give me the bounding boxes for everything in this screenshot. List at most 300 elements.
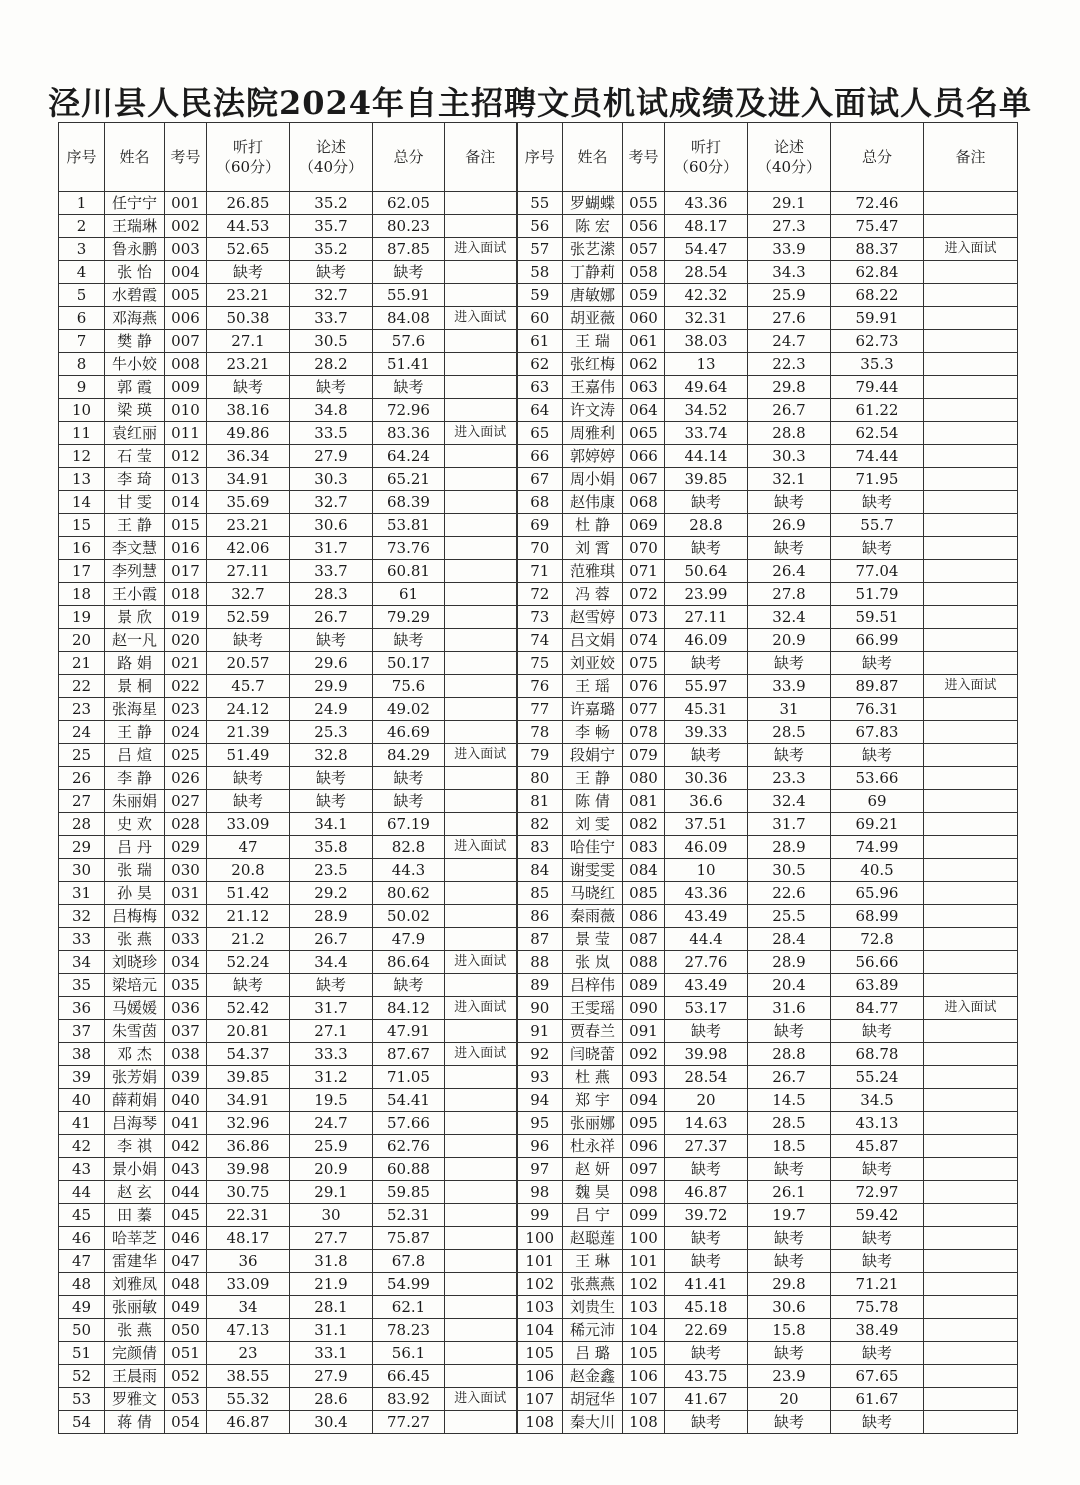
total-score-cell: 77.27 — [373, 1411, 445, 1434]
seq-cell: 44 — [59, 1181, 105, 1204]
name-cell: 鲁永鹏 — [105, 238, 165, 261]
essay-score-cell: 21.9 — [290, 1273, 373, 1296]
typing-score-cell: 21.12 — [207, 905, 290, 928]
seq-cell: 65 — [517, 422, 563, 445]
total-score-cell: 缺考 — [373, 629, 445, 652]
total-score-cell: 68.78 — [831, 1043, 924, 1066]
name-cell: 王小霞 — [105, 583, 165, 606]
total-score-cell: 54.99 — [373, 1273, 445, 1296]
exam-no-cell: 069 — [623, 514, 665, 537]
note-cell — [924, 1227, 1018, 1250]
typing-score-cell: 26.85 — [207, 192, 290, 215]
seq-cell: 75 — [517, 652, 563, 675]
typing-score-cell: 27.76 — [665, 951, 748, 974]
name-cell: 周小娟 — [563, 468, 623, 491]
note-cell — [924, 1020, 1018, 1043]
exam-no-cell: 102 — [623, 1273, 665, 1296]
seq-cell: 105 — [517, 1342, 563, 1365]
typing-score-cell: 缺考 — [665, 1250, 748, 1273]
essay-score-cell: 34.1 — [290, 813, 373, 836]
typing-score-cell: 21.2 — [207, 928, 290, 951]
table-row — [59, 1020, 1018, 1043]
seq-cell: 71 — [517, 560, 563, 583]
typing-score-cell: 39.85 — [207, 1066, 290, 1089]
exam-no-cell: 035 — [165, 974, 207, 997]
typing-score-cell: 41.67 — [665, 1388, 748, 1411]
name-cell: 赵金鑫 — [563, 1365, 623, 1388]
seq-cell: 70 — [517, 537, 563, 560]
table-row — [59, 882, 1018, 905]
total-score-cell: 46.69 — [373, 721, 445, 744]
total-score-cell: 缺考 — [373, 261, 445, 284]
total-score-cell: 72.96 — [373, 399, 445, 422]
note-cell — [445, 1020, 517, 1043]
essay-score-cell: 27.7 — [290, 1227, 373, 1250]
name-cell: 段娟宁 — [563, 744, 623, 767]
total-score-cell: 53.81 — [373, 514, 445, 537]
exam-no-cell: 019 — [165, 606, 207, 629]
table-row — [59, 698, 1018, 721]
seq-cell: 53 — [59, 1388, 105, 1411]
note-cell — [924, 192, 1018, 215]
essay-score-cell: 35.8 — [290, 836, 373, 859]
essay-score-cell: 24.7 — [290, 1112, 373, 1135]
table-row — [59, 951, 1018, 974]
essay-score-cell: 缺考 — [748, 491, 831, 514]
seq-cell: 37 — [59, 1020, 105, 1043]
total-score-cell: 84.29 — [373, 744, 445, 767]
essay-score-cell: 30.6 — [290, 514, 373, 537]
seq-cell: 26 — [59, 767, 105, 790]
exam-no-cell: 053 — [165, 1388, 207, 1411]
header-exam-no: 考号 — [165, 123, 207, 192]
exam-no-cell: 010 — [165, 399, 207, 422]
note-cell — [924, 1273, 1018, 1296]
essay-score-cell: 29.1 — [748, 192, 831, 215]
seq-cell: 57 — [517, 238, 563, 261]
typing-score-cell: 20.81 — [207, 1020, 290, 1043]
table-row — [59, 1250, 1018, 1273]
name-cell: 郭婷婷 — [563, 445, 623, 468]
typing-score-cell: 34.91 — [207, 468, 290, 491]
name-cell: 郭 霞 — [105, 376, 165, 399]
typing-score-cell: 28.8 — [665, 514, 748, 537]
name-cell: 郑 宇 — [563, 1089, 623, 1112]
name-cell: 邓海燕 — [105, 307, 165, 330]
table-row — [59, 284, 1018, 307]
exam-no-cell: 066 — [623, 445, 665, 468]
typing-score-cell: 缺考 — [207, 790, 290, 813]
table-row — [59, 491, 1018, 514]
total-score-cell: 缺考 — [373, 376, 445, 399]
seq-cell: 4 — [59, 261, 105, 284]
note-cell — [445, 1204, 517, 1227]
essay-score-cell: 26.7 — [290, 928, 373, 951]
seq-cell: 54 — [59, 1411, 105, 1434]
name-cell: 马晓红 — [563, 882, 623, 905]
name-cell: 张 岚 — [563, 951, 623, 974]
seq-cell: 13 — [59, 468, 105, 491]
exam-no-cell: 034 — [165, 951, 207, 974]
note-cell — [445, 767, 517, 790]
note-cell — [445, 1296, 517, 1319]
seq-cell: 9 — [59, 376, 105, 399]
name-cell: 王 瑶 — [563, 675, 623, 698]
exam-no-cell: 023 — [165, 698, 207, 721]
seq-cell: 88 — [517, 951, 563, 974]
name-cell: 完颜倩 — [105, 1342, 165, 1365]
exam-no-cell: 021 — [165, 652, 207, 675]
table-row — [59, 1296, 1018, 1319]
total-score-cell: 45.87 — [831, 1135, 924, 1158]
name-cell: 邓 杰 — [105, 1043, 165, 1066]
name-cell: 朱雪茵 — [105, 1020, 165, 1043]
name-cell: 刘雅凤 — [105, 1273, 165, 1296]
essay-score-cell: 28.6 — [290, 1388, 373, 1411]
total-score-cell: 87.67 — [373, 1043, 445, 1066]
typing-score-cell: 35.69 — [207, 491, 290, 514]
exam-no-cell: 004 — [165, 261, 207, 284]
total-score-cell: 84.08 — [373, 307, 445, 330]
seq-cell: 31 — [59, 882, 105, 905]
essay-score-cell: 30.5 — [290, 330, 373, 353]
typing-score-cell: 48.17 — [207, 1227, 290, 1250]
essay-score-cell: 33.5 — [290, 422, 373, 445]
total-score-cell: 68.22 — [831, 284, 924, 307]
note-cell: 进入面试 — [445, 744, 517, 767]
seq-cell: 27 — [59, 790, 105, 813]
note-cell — [924, 560, 1018, 583]
seq-cell: 69 — [517, 514, 563, 537]
essay-score-cell: 30.4 — [290, 1411, 373, 1434]
typing-score-cell: 43.75 — [665, 1365, 748, 1388]
note-cell — [445, 192, 517, 215]
table-row — [59, 813, 1018, 836]
essay-score-cell: 33.7 — [290, 560, 373, 583]
seq-cell: 35 — [59, 974, 105, 997]
table-row — [59, 192, 1018, 215]
name-cell: 赵一凡 — [105, 629, 165, 652]
typing-score-cell: 13 — [665, 353, 748, 376]
exam-no-cell: 054 — [165, 1411, 207, 1434]
note-cell — [924, 767, 1018, 790]
essay-score-cell: 缺考 — [290, 629, 373, 652]
essay-score-cell: 23.3 — [748, 767, 831, 790]
exam-no-cell: 081 — [623, 790, 665, 813]
typing-score-cell: 33.09 — [207, 1273, 290, 1296]
table-row — [59, 399, 1018, 422]
seq-cell: 97 — [517, 1158, 563, 1181]
seq-cell: 19 — [59, 606, 105, 629]
essay-score-cell: 29.9 — [290, 675, 373, 698]
note-cell: 进入面试 — [445, 1043, 517, 1066]
essay-score-cell: 29.1 — [290, 1181, 373, 1204]
seq-cell: 43 — [59, 1158, 105, 1181]
essay-score-cell: 27.8 — [748, 583, 831, 606]
total-score-cell: 68.99 — [831, 905, 924, 928]
exam-no-cell: 104 — [623, 1319, 665, 1342]
seq-cell: 82 — [517, 813, 563, 836]
essay-score-cell: 33.7 — [290, 307, 373, 330]
seq-cell: 78 — [517, 721, 563, 744]
note-cell — [924, 859, 1018, 882]
seq-cell: 81 — [517, 790, 563, 813]
seq-cell: 94 — [517, 1089, 563, 1112]
exam-no-cell: 079 — [623, 744, 665, 767]
seq-cell: 15 — [59, 514, 105, 537]
seq-cell: 107 — [517, 1388, 563, 1411]
note-cell — [445, 1342, 517, 1365]
table-row — [59, 859, 1018, 882]
note-cell — [924, 882, 1018, 905]
total-score-cell: 59.91 — [831, 307, 924, 330]
seq-cell: 22 — [59, 675, 105, 698]
typing-score-cell: 30.36 — [665, 767, 748, 790]
table-row — [59, 514, 1018, 537]
typing-score-cell: 缺考 — [665, 1020, 748, 1043]
essay-score-cell: 缺考 — [290, 790, 373, 813]
table-row — [59, 1342, 1018, 1365]
essay-score-cell: 27.1 — [290, 1020, 373, 1043]
note-cell — [445, 353, 517, 376]
typing-score-cell: 45.7 — [207, 675, 290, 698]
table-row — [59, 974, 1018, 997]
typing-score-cell: 32.96 — [207, 1112, 290, 1135]
essay-score-cell: 31.2 — [290, 1066, 373, 1089]
exam-no-cell: 001 — [165, 192, 207, 215]
name-cell: 胡冠华 — [563, 1388, 623, 1411]
total-score-cell: 80.23 — [373, 215, 445, 238]
typing-score-cell: 23.21 — [207, 284, 290, 307]
header-seq: 序号 — [59, 123, 105, 192]
name-cell: 吕 丹 — [105, 836, 165, 859]
typing-score-cell: 22.69 — [665, 1319, 748, 1342]
essay-score-cell: 缺考 — [290, 261, 373, 284]
note-cell — [445, 284, 517, 307]
essay-score-cell: 23.9 — [748, 1365, 831, 1388]
note-cell — [445, 583, 517, 606]
note-cell — [445, 675, 517, 698]
name-cell: 吕 宁 — [563, 1204, 623, 1227]
note-cell — [445, 1273, 517, 1296]
exam-no-cell: 039 — [165, 1066, 207, 1089]
seq-cell: 50 — [59, 1319, 105, 1342]
total-score-cell: 53.66 — [831, 767, 924, 790]
total-score-cell: 79.29 — [373, 606, 445, 629]
essay-score-cell: 28.9 — [748, 836, 831, 859]
typing-score-cell: 缺考 — [665, 1158, 748, 1181]
note-cell — [924, 1388, 1018, 1411]
essay-score-cell: 22.3 — [748, 353, 831, 376]
essay-score-cell: 31.7 — [290, 537, 373, 560]
note-cell — [445, 1089, 517, 1112]
total-score-cell: 66.99 — [831, 629, 924, 652]
seq-cell: 18 — [59, 583, 105, 606]
note-cell — [924, 1089, 1018, 1112]
seq-cell: 58 — [517, 261, 563, 284]
seq-cell: 55 — [517, 192, 563, 215]
exam-no-cell: 031 — [165, 882, 207, 905]
total-score-cell: 87.85 — [373, 238, 445, 261]
exam-no-cell: 012 — [165, 445, 207, 468]
exam-no-cell: 017 — [165, 560, 207, 583]
exam-no-cell: 088 — [623, 951, 665, 974]
table-row — [59, 1135, 1018, 1158]
total-score-cell: 72.46 — [831, 192, 924, 215]
note-cell — [924, 951, 1018, 974]
essay-score-cell: 31 — [748, 698, 831, 721]
seq-cell: 61 — [517, 330, 563, 353]
essay-score-cell: 缺考 — [748, 1158, 831, 1181]
typing-score-cell: 52.65 — [207, 238, 290, 261]
exam-no-cell: 105 — [623, 1342, 665, 1365]
seq-cell: 98 — [517, 1181, 563, 1204]
total-score-cell: 74.44 — [831, 445, 924, 468]
exam-no-cell: 098 — [623, 1181, 665, 1204]
essay-score-cell: 19.5 — [290, 1089, 373, 1112]
seq-cell: 103 — [517, 1296, 563, 1319]
name-cell: 薛莉娟 — [105, 1089, 165, 1112]
exam-no-cell: 087 — [623, 928, 665, 951]
total-score-cell: 65.21 — [373, 468, 445, 491]
table-row — [59, 1066, 1018, 1089]
name-cell: 张艺潆 — [563, 238, 623, 261]
name-cell: 袁红丽 — [105, 422, 165, 445]
name-cell: 稀元沛 — [563, 1319, 623, 1342]
exam-no-cell: 057 — [623, 238, 665, 261]
total-score-cell: 62.73 — [831, 330, 924, 353]
seq-cell: 60 — [517, 307, 563, 330]
name-cell: 李列慧 — [105, 560, 165, 583]
table-row — [59, 629, 1018, 652]
seq-cell: 47 — [59, 1250, 105, 1273]
seq-cell: 42 — [59, 1135, 105, 1158]
typing-score-cell: 27.37 — [665, 1135, 748, 1158]
note-cell — [924, 468, 1018, 491]
total-score-cell: 38.49 — [831, 1319, 924, 1342]
seq-cell: 108 — [517, 1411, 563, 1434]
table-row — [59, 675, 1018, 698]
exam-no-cell: 041 — [165, 1112, 207, 1135]
name-cell: 赵 妍 — [563, 1158, 623, 1181]
note-cell — [445, 1158, 517, 1181]
typing-score-cell: 55.97 — [665, 675, 748, 698]
table-row — [59, 422, 1018, 445]
name-cell: 罗蝴蝶 — [563, 192, 623, 215]
exam-no-cell: 082 — [623, 813, 665, 836]
seq-cell: 29 — [59, 836, 105, 859]
total-score-cell: 72.97 — [831, 1181, 924, 1204]
table-row — [59, 560, 1018, 583]
seq-cell: 23 — [59, 698, 105, 721]
exam-no-cell: 052 — [165, 1365, 207, 1388]
name-cell: 王 静 — [563, 767, 623, 790]
total-score-cell: 43.13 — [831, 1112, 924, 1135]
seq-cell: 10 — [59, 399, 105, 422]
total-score-cell: 88.37 — [831, 238, 924, 261]
essay-score-cell: 缺考 — [748, 1342, 831, 1365]
table-row — [59, 744, 1018, 767]
seq-cell: 99 — [517, 1204, 563, 1227]
essay-score-cell: 29.8 — [748, 1273, 831, 1296]
typing-score-cell: 53.17 — [665, 997, 748, 1020]
typing-score-cell: 45.31 — [665, 698, 748, 721]
typing-score-cell: 46.09 — [665, 629, 748, 652]
header-essay: 论述 （40分） — [290, 123, 373, 192]
typing-score-cell: 48.17 — [665, 215, 748, 238]
total-score-cell: 55.7 — [831, 514, 924, 537]
table-row — [59, 307, 1018, 330]
seq-cell: 74 — [517, 629, 563, 652]
exam-no-cell: 084 — [623, 859, 665, 882]
seq-cell: 16 — [59, 537, 105, 560]
seq-cell: 66 — [517, 445, 563, 468]
table-row — [59, 330, 1018, 353]
table-row — [59, 1411, 1018, 1434]
note-cell — [445, 813, 517, 836]
note-cell — [924, 1158, 1018, 1181]
table-row — [59, 652, 1018, 675]
seq-cell: 86 — [517, 905, 563, 928]
table-row — [59, 376, 1018, 399]
essay-score-cell: 31.7 — [290, 997, 373, 1020]
seq-cell: 101 — [517, 1250, 563, 1273]
note-cell — [924, 813, 1018, 836]
exam-no-cell: 072 — [623, 583, 665, 606]
note-cell — [445, 445, 517, 468]
total-score-cell: 缺考 — [831, 1158, 924, 1181]
total-score-cell: 74.99 — [831, 836, 924, 859]
essay-score-cell: 32.4 — [748, 790, 831, 813]
exam-no-cell: 103 — [623, 1296, 665, 1319]
typing-score-cell: 38.03 — [665, 330, 748, 353]
seq-cell: 40 — [59, 1089, 105, 1112]
table-row — [59, 905, 1018, 928]
typing-score-cell: 36 — [207, 1250, 290, 1273]
essay-score-cell: 25.9 — [290, 1135, 373, 1158]
name-cell: 秦大川 — [563, 1411, 623, 1434]
total-score-cell: 83.36 — [373, 422, 445, 445]
exam-no-cell: 093 — [623, 1066, 665, 1089]
name-cell: 王 琳 — [563, 1250, 623, 1273]
name-cell: 哈佳宁 — [563, 836, 623, 859]
total-score-cell: 67.83 — [831, 721, 924, 744]
seq-cell: 1 — [59, 192, 105, 215]
total-score-cell: 缺考 — [373, 974, 445, 997]
typing-score-cell: 54.47 — [665, 238, 748, 261]
exam-no-cell: 096 — [623, 1135, 665, 1158]
typing-score-cell: 缺考 — [665, 1227, 748, 1250]
total-score-cell: 71.95 — [831, 468, 924, 491]
exam-no-cell: 026 — [165, 767, 207, 790]
total-score-cell: 71.05 — [373, 1066, 445, 1089]
essay-score-cell: 31.1 — [290, 1319, 373, 1342]
typing-score-cell: 46.87 — [665, 1181, 748, 1204]
name-cell: 许文涛 — [563, 399, 623, 422]
total-score-cell: 缺考 — [831, 744, 924, 767]
exam-no-cell: 028 — [165, 813, 207, 836]
exam-no-cell: 027 — [165, 790, 207, 813]
seq-cell: 52 — [59, 1365, 105, 1388]
header-row — [59, 123, 1018, 192]
header-note: 备注 — [924, 123, 1018, 192]
note-cell — [445, 1181, 517, 1204]
essay-score-cell: 24.7 — [748, 330, 831, 353]
name-cell: 李 祺 — [105, 1135, 165, 1158]
name-cell: 张 怡 — [105, 261, 165, 284]
note-cell — [445, 606, 517, 629]
essay-score-cell: 34.4 — [290, 951, 373, 974]
